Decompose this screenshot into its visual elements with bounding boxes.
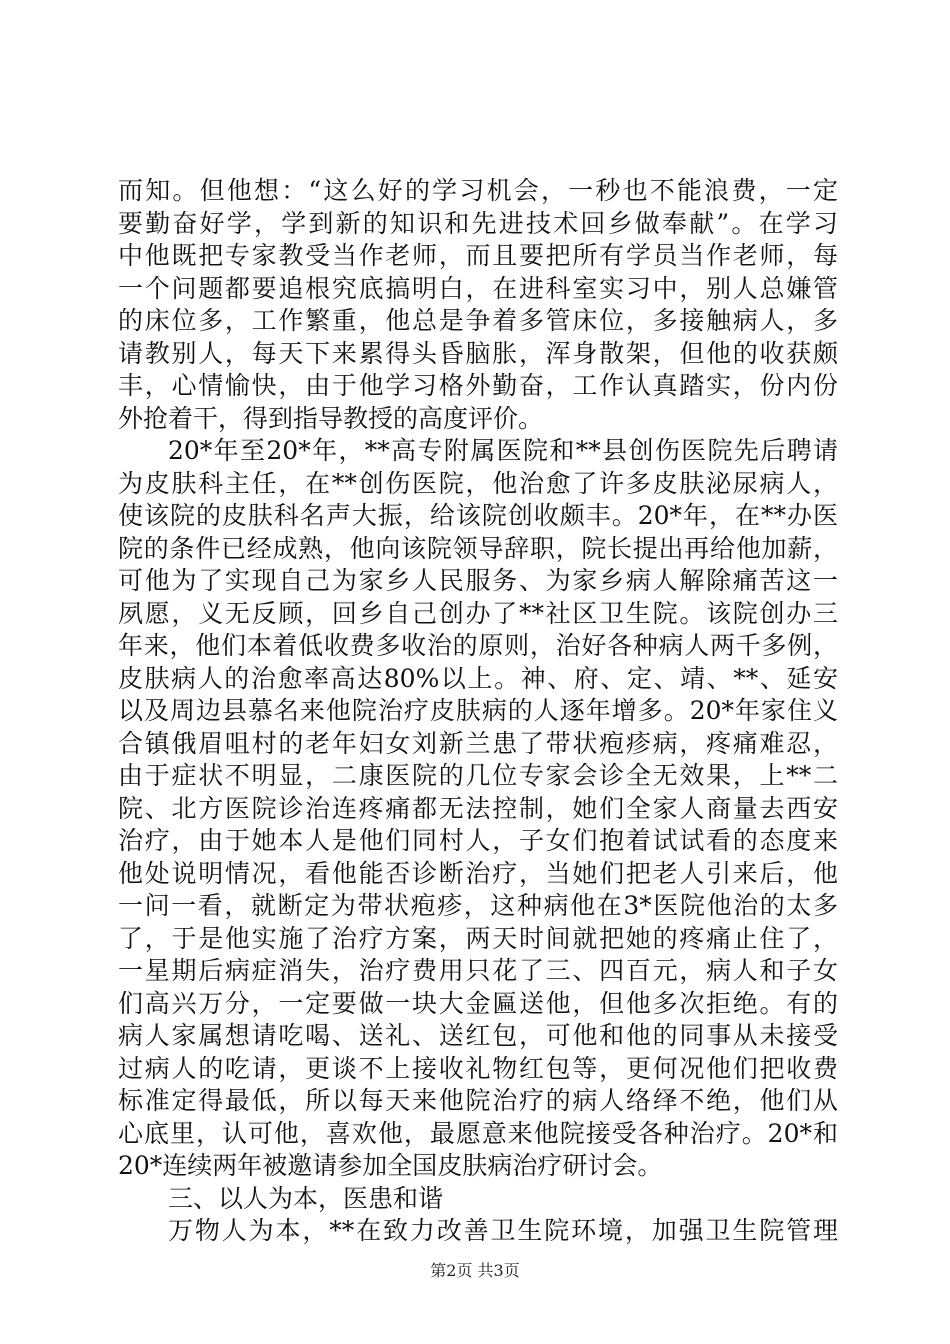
paragraph-line: 请教别人，每天下来累得头昏脑胀，浑身散架，但他的收获颇: [118, 338, 838, 368]
document-body: [118, 175, 838, 1248]
paragraph-line: 心底里，认可他，喜欢他，最愿意来他院接受各种治疗。20*和: [118, 1118, 838, 1148]
paragraph-line: 要勤奋好学，学到新的知识和先进技术回乡做奉献”。在学习: [118, 208, 838, 238]
paragraph-line: 病人家属想请吃喝、送礼、送红包，可他和他的同事从未接受: [118, 1021, 838, 1050]
paragraph-line: 中他既把专家教受当作老师，而且要把所有学员当作老师，每: [118, 241, 838, 270]
paragraph-line: 20*年至20*年，**高专附属医院和**县创伤医院先后聘请: [168, 436, 838, 465]
paragraph-line: 的床位多，工作繁重，他总是争着多管床位，多接触病人，多: [118, 306, 838, 335]
paragraph-line: 合镇俄眉咀村的老年妇女刘新兰患了带状疱疹病，疼痛难忍，: [118, 728, 838, 758]
paragraph-line: 丰，心情愉快，由于他学习格外勤奋，工作认真踏实，份内份: [118, 371, 838, 400]
paragraph-line: 治疗，由于她本人是他们同村人，子女们抱着试试看的态度来: [118, 826, 838, 855]
paragraph-3: [118, 1215, 838, 1248]
paragraph-line: 20*连续两年被邀请参加全国皮肤病治疗研讨会。: [118, 1151, 663, 1180]
paragraph-line: 以及周边县慕名来他院治疗皮肤病的人逐年增多。20*年家住义: [118, 696, 838, 725]
paragraph-line: 过病人的吃请，更谈不上接收礼物红包等，更何况他们把收费: [118, 1053, 838, 1083]
paragraph-line: 年来，他们本着低收费多收治的原则，治好各种病人两千多例，: [118, 631, 838, 660]
page-footer: [0, 1261, 950, 1281]
paragraph-line: 皮肤病人的治愈率高达80%以上。神、府、定、靖、**、延安: [118, 663, 838, 693]
paragraph-line: 一问一看，就断定为带状疱疹，这种病他在3*医院他治的太多: [118, 891, 838, 920]
paragraph-line: 夙愿，义无反顾，回乡自己创办了**社区卫生院。该院创办三: [118, 598, 838, 628]
paragraph-line: 而知。但他想：“这么好的学习机会，一秒也不能浪费，一定: [118, 176, 838, 205]
paragraph-2: [118, 435, 838, 1183]
paragraph-line: 可他为了实现自己为家乡人民服务、为家乡病人解除痛苦这一: [118, 566, 838, 595]
paragraph-line: 一星期后病症消失，治疗费用只花了三、四百元，病人和子女: [118, 956, 838, 985]
page-number-label: 第2页 共3页: [430, 1261, 520, 1280]
paragraph-line: 院、北方医院诊治连疼痛都无法控制，她们全家人商量去西安: [118, 793, 838, 823]
paragraph-line: 使该院的皮肤科名声大振，给该院创收颇丰。20*年，在**办医: [118, 501, 838, 530]
paragraph-line: 万物人为本，**在致力改善卫生院环境，加强卫生院管理: [168, 1216, 838, 1245]
paragraph-line: 标准定得最低，所以每天来他院治疗的病人络绎不绝，他们从: [118, 1086, 838, 1115]
paragraph-line: 为皮肤科主任，在**创伤医院，他治愈了许多皮肤泌尿病人，: [118, 468, 838, 498]
paragraph-1: [118, 175, 838, 435]
section-heading: 三、以人为本，医患和谐: [168, 1183, 444, 1213]
paragraph-line: 们高兴万分，一定要做一块大金匾送他，但他多次拒绝。有的: [118, 988, 838, 1018]
paragraph-line: 由于症状不明显，二康医院的几位专家会诊全无效果，上**二: [118, 761, 838, 790]
paragraph-line: 院的条件已经成熟，他向该院领导辞职，院长提出再给他加薪，: [118, 533, 838, 563]
paragraph-line: 外抢着干，得到指导教授的高度评价。: [118, 403, 544, 433]
paragraph-line: 了，于是他实施了治疗方案，两天时间就把她的疼痛止住了，: [118, 923, 838, 953]
paragraph-line: 他处说明情况，看他能否诊断治疗，当她们把老人引来后，他: [118, 858, 838, 888]
paragraph-line: 一个问题都要追根究底搞明白，在进科室实习中，别人总嫌管: [118, 273, 838, 303]
